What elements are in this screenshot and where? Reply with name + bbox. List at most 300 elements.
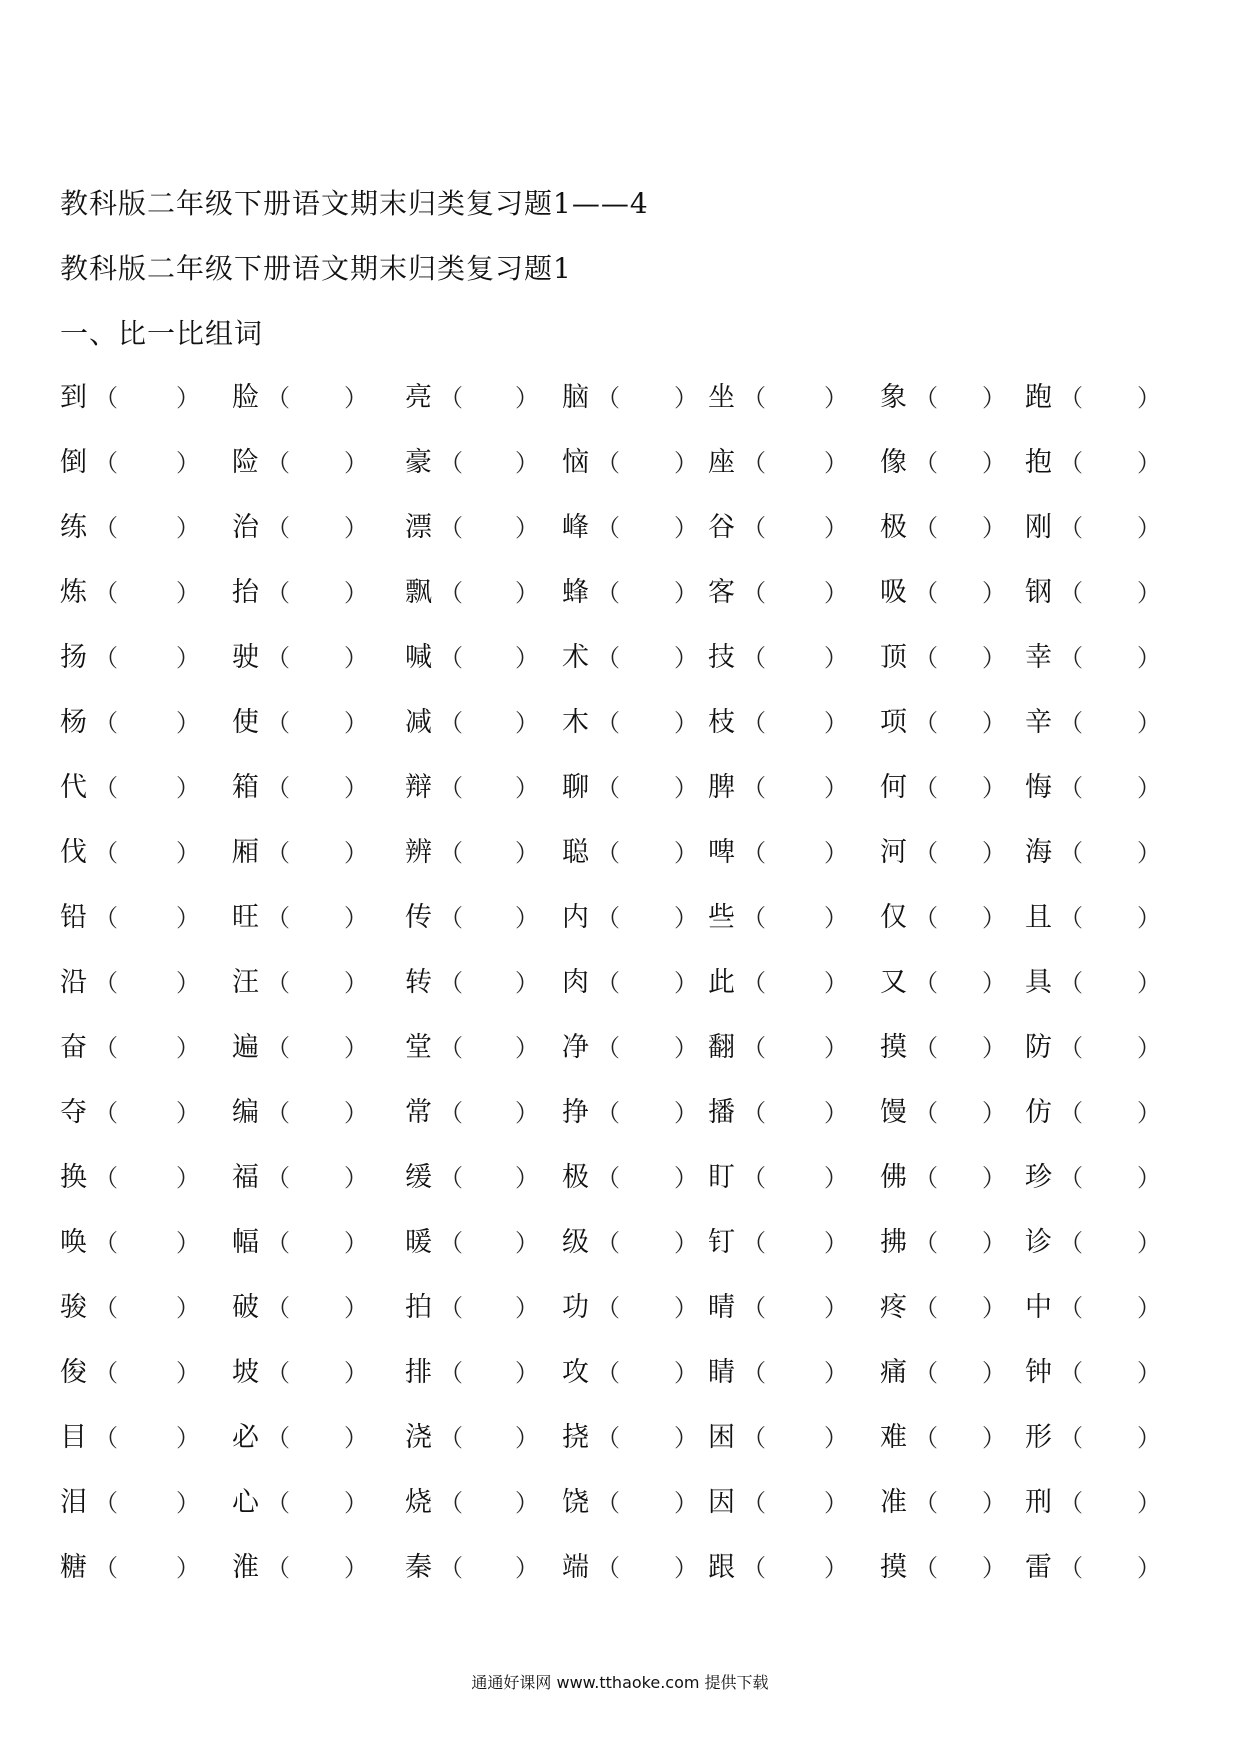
word-row xyxy=(0,1483,1240,1548)
target-character: 福 xyxy=(232,1162,259,1193)
answer-paren-close: ） xyxy=(344,1034,368,1062)
target-character: 攻 xyxy=(562,1357,589,1388)
answer-paren-close: ） xyxy=(674,644,698,672)
word-entry xyxy=(232,1093,392,1133)
answer-paren-open: （ xyxy=(266,1489,290,1517)
target-character: 何 xyxy=(880,772,907,803)
target-character: 枝 xyxy=(708,707,735,738)
answer-paren-open: （ xyxy=(94,774,118,802)
word-entry xyxy=(708,508,868,548)
target-character: 缓 xyxy=(405,1162,432,1193)
answer-paren-open: （ xyxy=(914,1359,938,1387)
answer-paren-open: （ xyxy=(94,904,118,932)
answer-paren-open: （ xyxy=(742,1294,766,1322)
target-character: 脾 xyxy=(708,772,735,803)
word-entry xyxy=(708,1418,868,1458)
answer-paren-open: （ xyxy=(266,969,290,997)
word-entry xyxy=(562,1223,722,1263)
word-entry xyxy=(232,1158,392,1198)
answer-paren-open: （ xyxy=(94,1034,118,1062)
answer-paren-open: （ xyxy=(266,904,290,932)
target-character: 炼 xyxy=(60,577,87,608)
answer-paren-close: ） xyxy=(824,709,848,737)
target-character: 换 xyxy=(60,1162,87,1193)
answer-paren-close: ） xyxy=(344,904,368,932)
word-entry xyxy=(1025,1288,1185,1328)
word-entry xyxy=(708,963,868,1003)
target-character: 级 xyxy=(562,1227,589,1258)
word-entry xyxy=(562,1418,722,1458)
answer-paren-close: ） xyxy=(176,969,200,997)
word-entry xyxy=(60,573,220,613)
answer-paren-close: ） xyxy=(344,384,368,412)
target-character: 术 xyxy=(562,642,589,673)
target-character: 辩 xyxy=(405,772,432,803)
answer-paren-open: （ xyxy=(742,774,766,802)
answer-paren-open: （ xyxy=(266,709,290,737)
target-character: 到 xyxy=(60,382,87,413)
target-character: 像 xyxy=(880,447,907,478)
target-character: 喊 xyxy=(405,642,432,673)
target-character: 睛 xyxy=(708,1357,735,1388)
word-entry xyxy=(880,963,1040,1003)
word-entry xyxy=(60,1223,220,1263)
target-character: 跟 xyxy=(708,1552,735,1583)
answer-paren-close: ） xyxy=(515,384,539,412)
answer-paren-open: （ xyxy=(94,1164,118,1192)
answer-paren-close: ） xyxy=(824,1554,848,1582)
answer-paren-open: （ xyxy=(1059,1424,1083,1452)
target-character: 海 xyxy=(1025,837,1052,868)
answer-paren-close: ） xyxy=(176,904,200,932)
answer-paren-open: （ xyxy=(266,449,290,477)
answer-paren-open: （ xyxy=(266,1359,290,1387)
word-entry xyxy=(880,1223,1040,1263)
answer-paren-open: （ xyxy=(94,1294,118,1322)
answer-paren-close: ） xyxy=(515,1424,539,1452)
target-character: 泪 xyxy=(60,1487,87,1518)
word-entry xyxy=(708,1223,868,1263)
answer-paren-open: （ xyxy=(596,1424,620,1452)
target-character: 旺 xyxy=(232,902,259,933)
answer-paren-close: ） xyxy=(824,1489,848,1517)
word-entry xyxy=(880,378,1040,418)
target-character: 因 xyxy=(708,1487,735,1518)
answer-paren-close: ） xyxy=(176,579,200,607)
target-character: 木 xyxy=(562,707,589,738)
answer-paren-close: ） xyxy=(982,1424,1006,1452)
word-entry xyxy=(708,573,868,613)
answer-paren-open: （ xyxy=(1059,579,1083,607)
answer-paren-open: （ xyxy=(1059,1229,1083,1257)
answer-paren-close: ） xyxy=(674,1099,698,1127)
answer-paren-close: ） xyxy=(824,1359,848,1387)
word-entry xyxy=(60,378,220,418)
answer-paren-open: （ xyxy=(266,1554,290,1582)
word-entry xyxy=(405,1548,565,1588)
target-character: 秦 xyxy=(405,1552,432,1583)
answer-paren-close: ） xyxy=(1137,384,1161,412)
answer-paren-close: ） xyxy=(176,1359,200,1387)
target-character: 脑 xyxy=(562,382,589,413)
word-entry xyxy=(880,1548,1040,1588)
word-entry xyxy=(1025,573,1185,613)
answer-paren-open: （ xyxy=(94,514,118,542)
word-entry xyxy=(880,443,1040,483)
target-character: 具 xyxy=(1025,967,1052,998)
target-character: 倒 xyxy=(60,447,87,478)
answer-paren-open: （ xyxy=(596,384,620,412)
target-character: 肉 xyxy=(562,967,589,998)
answer-paren-close: ） xyxy=(1137,904,1161,932)
target-character: 淮 xyxy=(232,1552,259,1583)
word-entry xyxy=(880,1418,1040,1458)
target-character: 谷 xyxy=(708,512,735,543)
target-character: 挠 xyxy=(562,1422,589,1453)
answer-paren-close: ） xyxy=(515,579,539,607)
word-row xyxy=(0,638,1240,703)
answer-paren-close: ） xyxy=(515,1164,539,1192)
answer-paren-close: ） xyxy=(824,904,848,932)
answer-paren-open: （ xyxy=(266,644,290,672)
answer-paren-close: ） xyxy=(344,774,368,802)
target-character: 项 xyxy=(880,707,907,738)
word-entry xyxy=(1025,1093,1185,1133)
word-entry xyxy=(405,1158,565,1198)
answer-paren-close: ） xyxy=(982,709,1006,737)
answer-paren-open: （ xyxy=(914,1554,938,1582)
word-entry xyxy=(1025,378,1185,418)
answer-paren-close: ） xyxy=(1137,1554,1161,1582)
word-row xyxy=(0,768,1240,833)
answer-paren-close: ） xyxy=(176,1229,200,1257)
target-character: 象 xyxy=(880,382,907,413)
answer-paren-open: （ xyxy=(266,1034,290,1062)
answer-paren-close: ） xyxy=(1137,1294,1161,1322)
answer-paren-close: ） xyxy=(176,709,200,737)
answer-paren-close: ） xyxy=(1137,579,1161,607)
word-entry xyxy=(60,898,220,938)
answer-paren-open: （ xyxy=(914,904,938,932)
word-entry xyxy=(232,1353,392,1393)
answer-paren-close: ） xyxy=(824,514,848,542)
answer-paren-open: （ xyxy=(1059,1359,1083,1387)
word-entry xyxy=(405,768,565,808)
document-title: 教科版二年级下册语文期末归类复习题1——4 xyxy=(60,187,649,220)
answer-paren-open: （ xyxy=(914,579,938,607)
target-character: 端 xyxy=(562,1552,589,1583)
word-entry xyxy=(1025,1353,1185,1393)
word-row xyxy=(0,963,1240,1028)
answer-paren-close: ） xyxy=(982,449,1006,477)
word-entry xyxy=(708,1548,868,1588)
answer-paren-open: （ xyxy=(596,969,620,997)
answer-paren-close: ） xyxy=(1137,839,1161,867)
answer-paren-close: ） xyxy=(674,839,698,867)
word-entry xyxy=(562,378,722,418)
answer-paren-close: ） xyxy=(1137,1489,1161,1517)
answer-paren-open: （ xyxy=(596,1164,620,1192)
answer-paren-close: ） xyxy=(824,644,848,672)
target-character: 代 xyxy=(60,772,87,803)
word-entry xyxy=(1025,1548,1185,1588)
word-entry xyxy=(880,638,1040,678)
target-character: 又 xyxy=(880,967,907,998)
target-character: 形 xyxy=(1025,1422,1052,1453)
target-character: 编 xyxy=(232,1097,259,1128)
answer-paren-open: （ xyxy=(742,449,766,477)
answer-paren-open: （ xyxy=(914,449,938,477)
answer-paren-close: ） xyxy=(176,1424,200,1452)
target-character: 汪 xyxy=(232,967,259,998)
answer-paren-open: （ xyxy=(1059,1164,1083,1192)
answer-paren-close: ） xyxy=(515,709,539,737)
answer-paren-close: ） xyxy=(515,1099,539,1127)
target-character: 幅 xyxy=(232,1227,259,1258)
answer-paren-open: （ xyxy=(596,579,620,607)
answer-paren-open: （ xyxy=(596,449,620,477)
word-entry xyxy=(405,1353,565,1393)
answer-paren-open: （ xyxy=(1059,774,1083,802)
answer-paren-open: （ xyxy=(914,1294,938,1322)
footer-credit: 通通好课网 www.tthaoke.com 提供下载 xyxy=(471,1673,769,1692)
target-character: 且 xyxy=(1025,902,1052,933)
word-entry xyxy=(405,573,565,613)
answer-paren-close: ） xyxy=(674,1489,698,1517)
target-character: 挣 xyxy=(562,1097,589,1128)
answer-paren-close: ） xyxy=(515,969,539,997)
target-character: 馒 xyxy=(880,1097,907,1128)
word-entry xyxy=(232,703,392,743)
word-entry xyxy=(232,963,392,1003)
answer-paren-close: ） xyxy=(176,1554,200,1582)
target-character: 骏 xyxy=(60,1292,87,1323)
target-character: 吸 xyxy=(880,577,907,608)
answer-paren-open: （ xyxy=(742,839,766,867)
answer-paren-close: ） xyxy=(515,514,539,542)
target-character: 唤 xyxy=(60,1227,87,1258)
word-entry xyxy=(708,1288,868,1328)
answer-paren-open: （ xyxy=(94,644,118,672)
answer-paren-open: （ xyxy=(742,1099,766,1127)
answer-paren-close: ） xyxy=(176,644,200,672)
answer-paren-close: ） xyxy=(344,1099,368,1127)
answer-paren-open: （ xyxy=(439,1099,463,1127)
word-entry xyxy=(880,573,1040,613)
answer-paren-open: （ xyxy=(266,839,290,867)
target-character: 防 xyxy=(1025,1032,1052,1063)
word-entry xyxy=(562,898,722,938)
answer-paren-open: （ xyxy=(914,644,938,672)
word-entry xyxy=(405,508,565,548)
answer-paren-open: （ xyxy=(742,1034,766,1062)
word-entry xyxy=(880,898,1040,938)
answer-paren-close: ） xyxy=(982,774,1006,802)
section-heading-compare-words: 一、比一比组词 xyxy=(60,317,264,350)
target-character: 难 xyxy=(880,1422,907,1453)
target-character: 抬 xyxy=(232,577,259,608)
answer-paren-close: ） xyxy=(674,1034,698,1062)
target-character: 摸 xyxy=(880,1032,907,1063)
answer-paren-close: ） xyxy=(344,579,368,607)
answer-paren-open: （ xyxy=(742,644,766,672)
target-character: 烧 xyxy=(405,1487,432,1518)
answer-paren-close: ） xyxy=(515,644,539,672)
target-character: 减 xyxy=(405,707,432,738)
answer-paren-open: （ xyxy=(266,774,290,802)
answer-paren-close: ） xyxy=(1137,1229,1161,1257)
answer-paren-open: （ xyxy=(439,1164,463,1192)
answer-paren-open: （ xyxy=(742,1359,766,1387)
target-character: 厢 xyxy=(232,837,259,868)
answer-paren-open: （ xyxy=(914,1229,938,1257)
word-entry xyxy=(880,1158,1040,1198)
answer-paren-close: ） xyxy=(824,1164,848,1192)
target-character: 仿 xyxy=(1025,1097,1052,1128)
answer-paren-open: （ xyxy=(1059,1554,1083,1582)
answer-paren-close: ） xyxy=(674,1359,698,1387)
answer-paren-open: （ xyxy=(742,514,766,542)
target-character: 盯 xyxy=(708,1162,735,1193)
word-entry xyxy=(232,638,392,678)
target-character: 悔 xyxy=(1025,772,1052,803)
answer-paren-close: ） xyxy=(344,514,368,542)
target-character: 客 xyxy=(708,577,735,608)
answer-paren-close: ） xyxy=(1137,449,1161,477)
word-entry xyxy=(405,638,565,678)
word-row xyxy=(0,573,1240,638)
answer-paren-open: （ xyxy=(914,839,938,867)
answer-paren-close: ） xyxy=(824,839,848,867)
word-entry xyxy=(1025,508,1185,548)
answer-paren-close: ） xyxy=(824,449,848,477)
answer-paren-open: （ xyxy=(914,774,938,802)
word-row xyxy=(0,1158,1240,1223)
target-character: 飘 xyxy=(405,577,432,608)
answer-paren-close: ） xyxy=(982,1294,1006,1322)
target-character: 晴 xyxy=(708,1292,735,1323)
target-character: 内 xyxy=(562,902,589,933)
answer-paren-close: ） xyxy=(515,1359,539,1387)
answer-paren-open: （ xyxy=(596,1294,620,1322)
answer-paren-close: ） xyxy=(1137,709,1161,737)
target-character: 仅 xyxy=(880,902,907,933)
word-entry xyxy=(1025,1028,1185,1068)
word-entry xyxy=(1025,1223,1185,1263)
answer-paren-open: （ xyxy=(1059,1294,1083,1322)
answer-paren-open: （ xyxy=(94,1229,118,1257)
word-row xyxy=(0,443,1240,508)
answer-paren-close: ） xyxy=(674,1424,698,1452)
answer-paren-open: （ xyxy=(742,1554,766,1582)
target-character: 使 xyxy=(232,707,259,738)
answer-paren-open: （ xyxy=(439,1359,463,1387)
answer-paren-close: ） xyxy=(982,1099,1006,1127)
target-character: 破 xyxy=(232,1292,259,1323)
word-entry xyxy=(562,1288,722,1328)
answer-paren-open: （ xyxy=(914,1489,938,1517)
answer-paren-close: ） xyxy=(824,1099,848,1127)
answer-paren-open: （ xyxy=(914,1099,938,1127)
answer-paren-close: ） xyxy=(982,839,1006,867)
answer-paren-close: ） xyxy=(1137,644,1161,672)
answer-paren-open: （ xyxy=(439,1489,463,1517)
answer-paren-open: （ xyxy=(914,1164,938,1192)
answer-paren-open: （ xyxy=(266,579,290,607)
target-character: 必 xyxy=(232,1422,259,1453)
word-entry xyxy=(562,1158,722,1198)
answer-paren-open: （ xyxy=(914,1034,938,1062)
answer-paren-close: ） xyxy=(982,579,1006,607)
word-row xyxy=(0,1223,1240,1288)
target-character: 杨 xyxy=(60,707,87,738)
answer-paren-close: ） xyxy=(515,839,539,867)
word-entry xyxy=(708,378,868,418)
word-entry xyxy=(708,898,868,938)
word-entry xyxy=(405,378,565,418)
answer-paren-open: （ xyxy=(94,839,118,867)
answer-paren-close: ） xyxy=(982,1034,1006,1062)
word-entry xyxy=(60,508,220,548)
answer-paren-close: ） xyxy=(344,1424,368,1452)
answer-paren-open: （ xyxy=(596,839,620,867)
answer-paren-open: （ xyxy=(266,1294,290,1322)
target-character: 钢 xyxy=(1025,577,1052,608)
answer-paren-open: （ xyxy=(1059,709,1083,737)
answer-paren-close: ） xyxy=(515,1294,539,1322)
answer-paren-close: ） xyxy=(515,904,539,932)
word-entry xyxy=(405,703,565,743)
word-entry xyxy=(880,768,1040,808)
word-entry xyxy=(232,1483,392,1523)
word-entry xyxy=(60,1483,220,1523)
word-row xyxy=(0,1288,1240,1353)
target-character: 驶 xyxy=(232,642,259,673)
target-character: 排 xyxy=(405,1357,432,1388)
answer-paren-close: ） xyxy=(982,384,1006,412)
target-character: 钟 xyxy=(1025,1357,1052,1388)
target-character: 刑 xyxy=(1025,1487,1052,1518)
answer-paren-open: （ xyxy=(439,514,463,542)
answer-paren-open: （ xyxy=(596,1554,620,1582)
target-character: 脸 xyxy=(232,382,259,413)
word-entry xyxy=(562,1028,722,1068)
target-character: 暖 xyxy=(405,1227,432,1258)
answer-paren-close: ） xyxy=(176,449,200,477)
answer-paren-close: ） xyxy=(176,1099,200,1127)
answer-paren-close: ） xyxy=(824,579,848,607)
target-character: 沿 xyxy=(60,967,87,998)
target-character: 亮 xyxy=(405,382,432,413)
word-entry xyxy=(232,1223,392,1263)
word-entry xyxy=(60,1353,220,1393)
answer-paren-close: ） xyxy=(176,514,200,542)
answer-paren-open: （ xyxy=(742,579,766,607)
target-character: 此 xyxy=(708,967,735,998)
target-character: 拂 xyxy=(880,1227,907,1258)
word-entry xyxy=(60,1288,220,1328)
target-character: 辨 xyxy=(405,837,432,868)
answer-paren-open: （ xyxy=(914,709,938,737)
word-entry xyxy=(1025,443,1185,483)
answer-paren-open: （ xyxy=(742,1424,766,1452)
target-character: 些 xyxy=(708,902,735,933)
target-character: 漂 xyxy=(405,512,432,543)
answer-paren-open: （ xyxy=(1059,644,1083,672)
answer-paren-close: ） xyxy=(1137,1099,1161,1127)
word-entry xyxy=(708,703,868,743)
word-entry xyxy=(562,833,722,873)
